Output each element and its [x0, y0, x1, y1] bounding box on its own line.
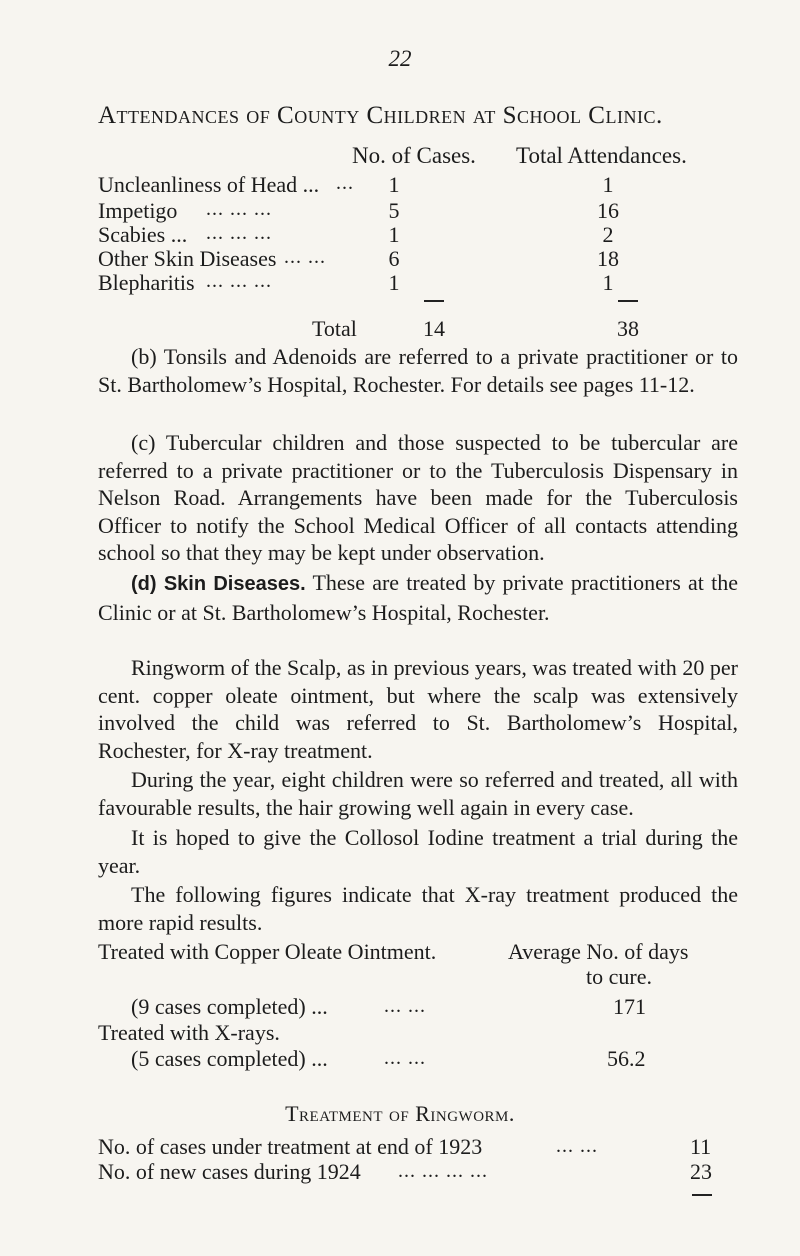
- ringworm-cases-1923-label: No. of cases under treatment at end of 1923: [98, 1134, 483, 1159]
- row-label: Blepharitis: [98, 270, 195, 295]
- paragraph-collosol: It is hoped to give the Collosol Iodine treatment a trial during the year.: [98, 825, 738, 878]
- row-leader-dots: ... ... ...: [206, 198, 272, 220]
- row-label: Scabies ...: [98, 222, 188, 247]
- row-cases: 1: [388, 222, 400, 247]
- total-attendances: 38: [617, 316, 639, 341]
- ringworm-new-1924-dots: ... ... ... ...: [398, 1160, 488, 1182]
- table-row: [98, 172, 698, 200]
- page-number: 22: [388, 46, 412, 71]
- treatment-xray-days: 56.2: [607, 1046, 646, 1071]
- treatment-copper-dots: ... ...: [384, 995, 426, 1017]
- section-title: Attendances of County Children at School Clinic.: [98, 102, 663, 129]
- row-attendances: 18: [597, 246, 619, 271]
- table-row: [98, 270, 698, 298]
- row-label: Impetigo: [98, 198, 178, 223]
- paragraph-ringworm: Ringworm of the Scalp, as in previous years, was treated with 20 per cent. copper oleate ointment, but where the scalp was extensively involved the child was referred to St. Bartholomew’s Hospital, Rochester, for X-ray treatment.: [98, 655, 738, 763]
- treatment-copper-cases: (9 cases completed) ...: [131, 994, 328, 1019]
- paragraph-d-heading: (d) Skin Diseases.: [131, 573, 306, 595]
- row-leader-dots: ...: [336, 172, 354, 194]
- ringworm-cases-1923-dots: ... ...: [556, 1135, 598, 1157]
- treatment-xray-dots: ... ...: [384, 1047, 426, 1069]
- row-leader-dots: ... ...: [284, 246, 326, 268]
- total-label: Total: [312, 316, 357, 341]
- row-leader-dots: ... ... ...: [206, 222, 272, 244]
- paragraph-d-text: These are treated by private practitioners at the Clinic or at St. Bartholomew’s Hospital, Rochester.: [98, 570, 738, 625]
- ringworm-new-1924-value: 23: [690, 1159, 712, 1184]
- treatment-xray-cases: (5 cases completed) ...: [131, 1046, 328, 1071]
- row-label: Uncleanliness of Head ...: [98, 172, 320, 197]
- row-label: Other Skin Diseases: [98, 246, 277, 271]
- row-attendances: 1: [602, 270, 614, 295]
- ringworm-new-1924-label: No. of new cases during 1924: [98, 1159, 361, 1184]
- ringworm-heading: Treatment of Ringworm.: [285, 1101, 515, 1126]
- row-cases: 6: [388, 246, 400, 271]
- ringworm-cases-1923-value: 11: [690, 1134, 712, 1159]
- row-leader-dots: ... ... ...: [206, 270, 272, 292]
- treatment-copper-days: 171: [613, 994, 646, 1019]
- row-attendances: 1: [602, 172, 614, 197]
- treatment-copper-label: Treated with Copper Oleate Ointment.: [98, 939, 437, 964]
- paragraph-c-text: (c) Tubercular children and those suspected to be tubercular are referred to a private practitioner or to the Tuberculosis Dispensary in Nelson Road. Arrangements have been made for the Tuberculosis Officer to notify the School Medical Officer of all contacts attending school so that they may be kept under observation.: [98, 430, 738, 565]
- total-rule-attendances: [618, 300, 638, 302]
- row-cases: 1: [388, 270, 400, 295]
- column-header-cases: No. of Cases.: [352, 143, 476, 168]
- total-rule-cases: [424, 300, 444, 302]
- treatment-average-label: Average No. of days: [508, 939, 689, 964]
- column-header-attendances: Total Attendances.: [516, 143, 687, 168]
- row-attendances: 16: [597, 198, 619, 223]
- treatment-xray-label: Treated with X-rays.: [98, 1020, 280, 1045]
- row-cases: 1: [388, 172, 400, 197]
- ringworm-total-rule: [692, 1194, 712, 1196]
- paragraph-b: (b) Tonsils and Adenoids are referred to a private practitioner or to St. Bartholomew’s Hospital, Rochester. For details see pages 11-12.: [98, 344, 738, 397]
- total-cases: 14: [423, 316, 445, 341]
- paragraph-during-year: During the year, eight children were so referred and treated, all with favourable results, the hair growing well again in every case.: [98, 767, 738, 820]
- paragraph-figures: The following figures indicate that X-ray treatment produced the more rapid results.: [98, 882, 738, 935]
- paragraph-d: [98, 569, 738, 626]
- treatment-average-label-line2: to cure.: [586, 964, 652, 989]
- paragraph-c: [98, 429, 738, 567]
- row-cases: 5: [388, 198, 400, 223]
- row-attendances: 2: [602, 222, 614, 247]
